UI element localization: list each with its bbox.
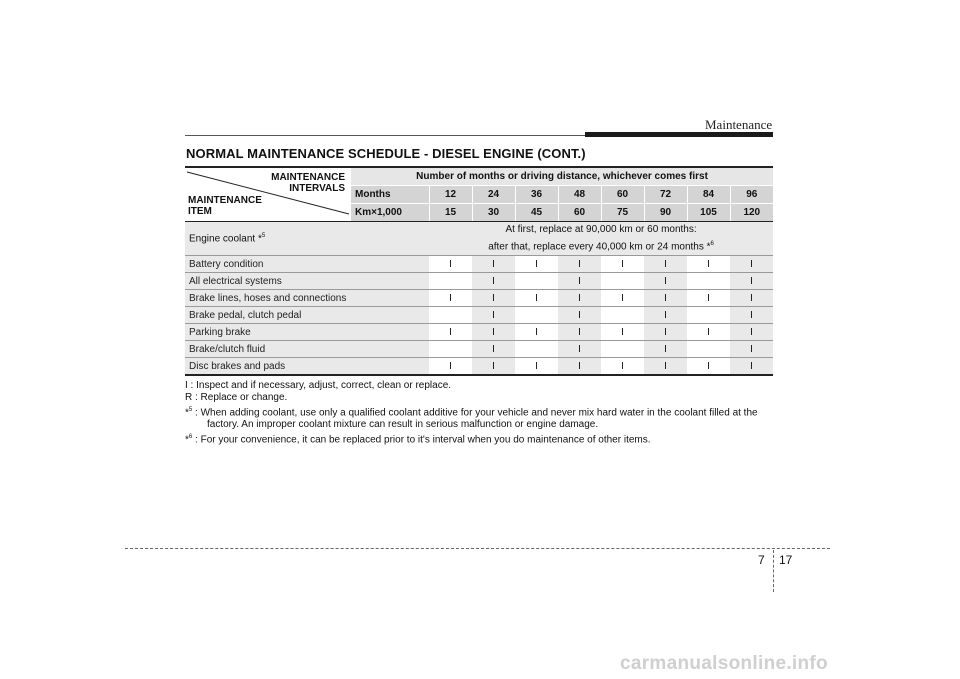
- header-rule: [185, 135, 585, 136]
- table-row: [185, 358, 773, 376]
- month-col: 12: [429, 186, 472, 204]
- row-name: Brake/clutch fluid: [185, 341, 429, 358]
- interval-cell: I: [429, 290, 472, 307]
- interval-cell: [601, 273, 644, 290]
- coolant-replacement-note: At first, replace at 90,000 km or 60 months: after that, replace every 40,000 km or 24 months *$^6$: [429, 222, 773, 256]
- note-footnote-6: *$^6$ : For your convenience, it can be replaced prior to it's interval when you do maintenance of other items.: [185, 434, 651, 446]
- month-col: 84: [687, 186, 730, 204]
- row-name: Brake lines, hoses and connections: [185, 290, 429, 307]
- table-corner-header: [185, 167, 351, 222]
- interval-cell: I: [644, 358, 687, 376]
- interval-cell: I: [644, 324, 687, 341]
- interval-cell: [515, 307, 558, 324]
- interval-cell: I: [730, 324, 773, 341]
- footer-dashed-rule: [125, 548, 830, 549]
- interval-cell: I: [730, 341, 773, 358]
- interval-cell: I: [558, 256, 601, 273]
- watermark-text: carmanualsonline.info: [620, 653, 828, 674]
- km-col: 45: [515, 204, 558, 222]
- interval-span-header: Number of months or driving distance, whichever comes first: [351, 167, 773, 186]
- month-col: 24: [472, 186, 515, 204]
- km-col: 30: [472, 204, 515, 222]
- month-col: 48: [558, 186, 601, 204]
- interval-cell: I: [472, 307, 515, 324]
- row-name: Parking brake: [185, 324, 429, 341]
- interval-cell: [515, 341, 558, 358]
- table-row: [185, 324, 773, 341]
- km-col: 120: [730, 204, 773, 222]
- interval-cell: [687, 273, 730, 290]
- month-col: 36: [515, 186, 558, 204]
- interval-cell: I: [558, 358, 601, 376]
- interval-cell: I: [472, 324, 515, 341]
- interval-cell: I: [730, 273, 773, 290]
- month-col: 72: [644, 186, 687, 204]
- chapter-number: 7: [758, 553, 765, 567]
- row-name: All electrical systems: [185, 273, 429, 290]
- km-label: Km×1,000: [351, 204, 429, 222]
- interval-cell: I: [472, 290, 515, 307]
- interval-cell: I: [472, 256, 515, 273]
- interval-cell: I: [429, 324, 472, 341]
- km-col: 90: [644, 204, 687, 222]
- interval-cell: I: [472, 273, 515, 290]
- interval-cell: I: [558, 273, 601, 290]
- row-name: Brake pedal, clutch pedal: [185, 307, 429, 324]
- interval-cell: I: [644, 290, 687, 307]
- interval-cell: [515, 273, 558, 290]
- interval-cell: I: [730, 307, 773, 324]
- interval-cell: I: [558, 324, 601, 341]
- section-title: Maintenance: [705, 117, 773, 132]
- months-label: Months: [351, 186, 429, 204]
- table-row: [185, 307, 773, 324]
- interval-cell: [687, 341, 730, 358]
- row-name: Disc brakes and pads: [185, 358, 429, 376]
- interval-cell: I: [730, 290, 773, 307]
- interval-cell: I: [644, 307, 687, 324]
- interval-cell: I: [644, 256, 687, 273]
- km-col: 75: [601, 204, 644, 222]
- interval-cell: I: [558, 290, 601, 307]
- row-name: Battery condition: [185, 256, 429, 273]
- interval-cell: I: [601, 324, 644, 341]
- table-row-engine-coolant: [185, 222, 773, 256]
- interval-cell: I: [687, 324, 730, 341]
- interval-cell: [429, 307, 472, 324]
- interval-cell: I: [601, 290, 644, 307]
- interval-cell: I: [558, 307, 601, 324]
- interval-cell: I: [644, 341, 687, 358]
- km-col: 15: [429, 204, 472, 222]
- interval-cell: [687, 307, 730, 324]
- interval-cell: I: [472, 358, 515, 376]
- row-name: Engine coolant *$^5$: [185, 222, 429, 256]
- interval-cell: I: [687, 358, 730, 376]
- month-col: 96: [730, 186, 773, 204]
- header-rule-accent: [585, 132, 773, 137]
- table-row: [185, 256, 773, 273]
- interval-cell: I: [601, 256, 644, 273]
- interval-cell: I: [515, 290, 558, 307]
- km-col: 60: [558, 204, 601, 222]
- interval-cell: I: [558, 341, 601, 358]
- maintenance-schedule-table: [185, 166, 773, 376]
- page-heading: NORMAL MAINTENANCE SCHEDULE - DIESEL ENGINE (CONT.): [186, 146, 586, 161]
- table-row: [185, 290, 773, 307]
- note-footnote-5: *$^5$ : When adding coolant, use only a qualified coolant additive for your vehicle and never mix hard water in the coolant filled at the factory. An improper coolant mixture can result in serious malfunction or engine damage.: [185, 407, 758, 431]
- km-col: 105: [687, 204, 730, 222]
- interval-cell: I: [687, 290, 730, 307]
- legend-notes: [185, 380, 775, 447]
- interval-cell: I: [730, 358, 773, 376]
- interval-cell: I: [429, 358, 472, 376]
- table-row: [185, 341, 773, 358]
- table-row: [185, 273, 773, 290]
- interval-cell: I: [429, 256, 472, 273]
- interval-cell: I: [730, 256, 773, 273]
- interval-cell: I: [515, 324, 558, 341]
- interval-cell: [429, 341, 472, 358]
- interval-cell: I: [472, 341, 515, 358]
- month-col: 60: [601, 186, 644, 204]
- footer-vertical-rule: [773, 550, 774, 592]
- interval-cell: I: [515, 256, 558, 273]
- intervals-label: MAINTENANCE INTERVALS: [271, 172, 345, 194]
- note-inspect: I : Inspect and if necessary, adjust, correct, clean or replace.: [185, 380, 452, 391]
- interval-cell: I: [515, 358, 558, 376]
- interval-cell: [601, 307, 644, 324]
- note-replace: R : Replace or change.: [185, 392, 288, 403]
- interval-cell: [429, 273, 472, 290]
- interval-cell: I: [687, 256, 730, 273]
- item-label: MAINTENANCE ITEM: [188, 195, 262, 217]
- interval-cell: I: [644, 273, 687, 290]
- interval-cell: [601, 341, 644, 358]
- page-number: 17: [779, 553, 793, 567]
- interval-cell: I: [601, 358, 644, 376]
